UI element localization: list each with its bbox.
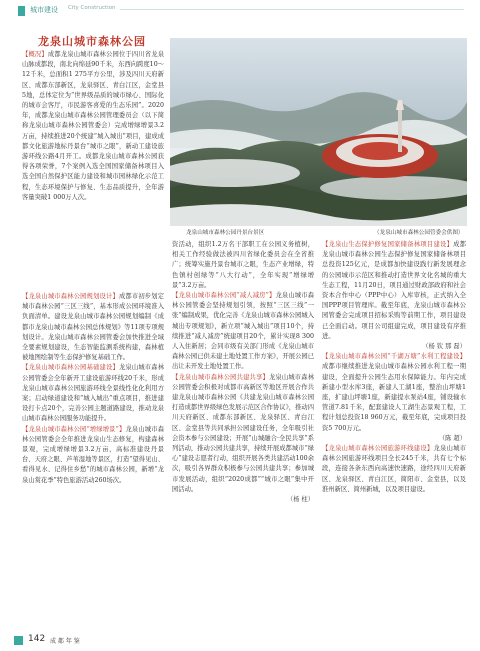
column-3 [322, 240, 466, 495]
paragraph [22, 425, 164, 486]
paragraph [322, 240, 466, 342]
paragraph-text: 龙泉山城市森林公园管委会全年新开工建设旅游环线20千米，形成龙泉山城市森林公园旅游环线全景线性化化利用方案；启动绿道建设和“城入城出”重点项目，推进建设打卡点20个，完善公园主题道路建设，推动龙泉山城市森林公园服务功能提升。 [22, 364, 165, 423]
section-marker [18, 6, 25, 16]
paragraph-heading: 【龙泉山城市森林公园旅游环线建设】 [322, 445, 434, 453]
photo-caption: 龙泉山城市森林公园丹景台景区 [186, 230, 265, 236]
paragraph-heading: 【龙泉山城市森林公园共建共享】 [172, 373, 269, 381]
page-marker [14, 636, 23, 645]
page-header [0, 0, 480, 22]
paragraph-note: （杨 钦 那 磊） [422, 343, 466, 351]
paragraph [322, 434, 466, 444]
journal-name: 成 都 年 鉴 [50, 638, 80, 645]
paragraph-text: 龙泉山城市森林公园管委会积极对成都市高新区等地区开展合作共建龙泉山城市森林公园《共建龙泉山城市森林公园打造成都世界级绿色发展示范区合作协议》，推动四川天府新区、成都东部新区、龙泉驿区、青白江区、金堂县等共同承担公园建设任务，全年吸引社会资本参与公园建设；开展“山城融合·全民共享”系列活动，推动公园共建共享，持续开展成都城市“绿心”建设志愿者行动，组织开展各类共建活动100余次，吸引各界群众积极参与公园共建共享；参加城市发展活动，组织“2020成都”“城市之眼”集中开园活动。 [172, 373, 315, 493]
paragraph-heading: 【龙泉山生态保护修复国家储备林项目建设】 [322, 241, 454, 248]
paragraph-note: （杨 柱） [286, 496, 314, 504]
section-title: 城市建设 [30, 6, 58, 14]
column-1-lower [22, 292, 164, 486]
paragraph-note: （陈 超） [438, 434, 466, 442]
section-subtitle: City Construction [68, 5, 116, 11]
paragraph [172, 291, 314, 373]
paragraph [172, 240, 314, 291]
paragraph-heading: 【概况】 [22, 51, 48, 58]
paragraph [22, 363, 164, 424]
paragraph [322, 342, 466, 352]
paragraph-heading: 【龙泉山城市森林公园“增绿增景”】 [22, 425, 126, 433]
park-illustration [170, 38, 467, 226]
paragraph-heading: 【龙泉山城市森林公园“千湖万塘”水利工程建设】 [322, 353, 466, 361]
paragraph-heading: 【龙泉山城市森林公园“减人减房”】 [172, 292, 276, 300]
paragraph-heading: 【龙泉山城市森林公园基础建设】 [22, 364, 119, 372]
paragraph-text: 成都市继续推进龙泉山城市森林公园水利工程一期建设，全面提升公园生态用水保障能力。年内完成新建小型水库3座，新建人工湖1座，整治山坪塘1座，扩建山坪塘1座，新建提水泵站4座，铺设输水管道7.81千米，配套建设人工湖生态景观工程，工程计划总投资18 960万元，截至年底，完成项目投资5 700万元。 [322, 363, 466, 432]
paragraph [22, 50, 164, 203]
paragraph-text: 成都龙泉山城市森林公园位于四川省龙泉山脉成都段，南北向绵延90千米，东西向跨度10～12千米，总面积1 275平方公里，涉及四川天府新区、成都东部新区，龙泉驿区、青白江区，金堂县5地，总体定位为“世界级品质的城市绿心、国际化的城市会客厅，市民游客喜爱的生态乐园”。2020年，成都龙泉山城市森林公园管理委员会（以下简称龙泉山城市森林公园管委会）完成增绿增景3.2万亩，持续推进20个统建“城入城出”项目，建成成都文化旅游地标丹景台“城市之眼”，新动工建设旅游环线公路4月开工。成都龙泉山城市森林公园获得各项荣誉，7个案例入选全国国家储备林项目入选全国自然保护区能力建设和城市园林绿化示范工程，生态环境保护与修复、生态品质提升，全年游客量突破1 000万人次。 [22, 51, 165, 201]
paragraph [22, 292, 164, 363]
paragraph-note: 资活动，组织1.2万名干部职工在公园义务植树，相关工作经验做法被四川省绿化委员会在全省推广；统筹实施丹景台城市之眼，生态产业增绿，特色镇村创绿等“八大行动”，全年实现“增绿增景”3.2万亩。 [172, 241, 314, 289]
article-title: 龙泉山城市森林公园 [38, 35, 146, 48]
column-1 [22, 50, 164, 203]
page-footer [0, 632, 480, 651]
paragraph [322, 444, 466, 495]
paragraph [172, 373, 314, 495]
paragraph-text: 龙泉山城市森林公园管委会坚持规划引领，按照“三区三线”一张“编制成果，优化完善《龙泉山城市森林公园城入城出专项规划》，新立项“城入城出”项目10个，持续推进“减人减房”统建项目20个，累计实现8 300人入住新居；会同市级有关部门形成《龙泉山城市森林公园已供未建土地处置工作方案》，开展公园已出让未开发土地处置工作。 [172, 292, 314, 371]
paragraph-text: 成都龙泉山城市森林公园生态保护修复国家储备林项目总投资125亿元，是成都加快建设践行新发展理念的公园城市示范区和推动打造世界文化名城的重大生态工程，11月20日，项目通过财政部政府和社会资本合作中心（PPP中心）入库审核，正式纳入全国PPP项目管理库。截至年底，龙泉山城市森林公园管委会完成项目招标采购等前期工作，项目建设已全面启动。项目公司组建完成，项目建设有序推进。 [322, 241, 467, 340]
park-photo [170, 38, 467, 226]
paragraph [322, 352, 466, 434]
paragraph-text: 龙泉山城市森林公园管委会全年推进龙泉山生态修复，构建森林景观，完成增绿增景3.2万亩，高标准建设丹景台、天府之眼、芦苇湿地等景区，打造“望得见山、看得见水、记得住乡愁”的城市森林公园，新增“龙泉山赏花季”特色旅游活动260场次。 [22, 425, 164, 484]
photo-credit: （龙泉山城市森林公园管委会供图） [374, 230, 464, 236]
paragraph [172, 495, 314, 505]
column-2 [172, 240, 314, 505]
paragraph-heading: 【龙泉山城市森林公园规划设计】 [22, 293, 119, 300]
page-number: 142 [28, 634, 46, 644]
header-divider [120, 9, 464, 10]
paragraph-text: 成都市初步划定城市森林公园“三区三线”，基本形成公园环境准入负面清单。建设龙泉山城市森林公园规划编制《成都市龙泉山城市森林公园总体规划》等11项专项规划设计。龙泉山城市森林公园管委会加快推进全域全要素规划建设，生态智能监测系统构建，森林植被地图绘制等生态保护修复基础工作。 [22, 293, 165, 362]
paragraph-text: 龙泉山城市森林公园旅游环线项目全长245千米，共有七个标段，连接各条东西向高速快速路，途经四川天府新区、龙泉驿区、青白江区，简阳市、金堂县，以及淮州新区、简州新城，以及项目建设。 [322, 445, 467, 493]
